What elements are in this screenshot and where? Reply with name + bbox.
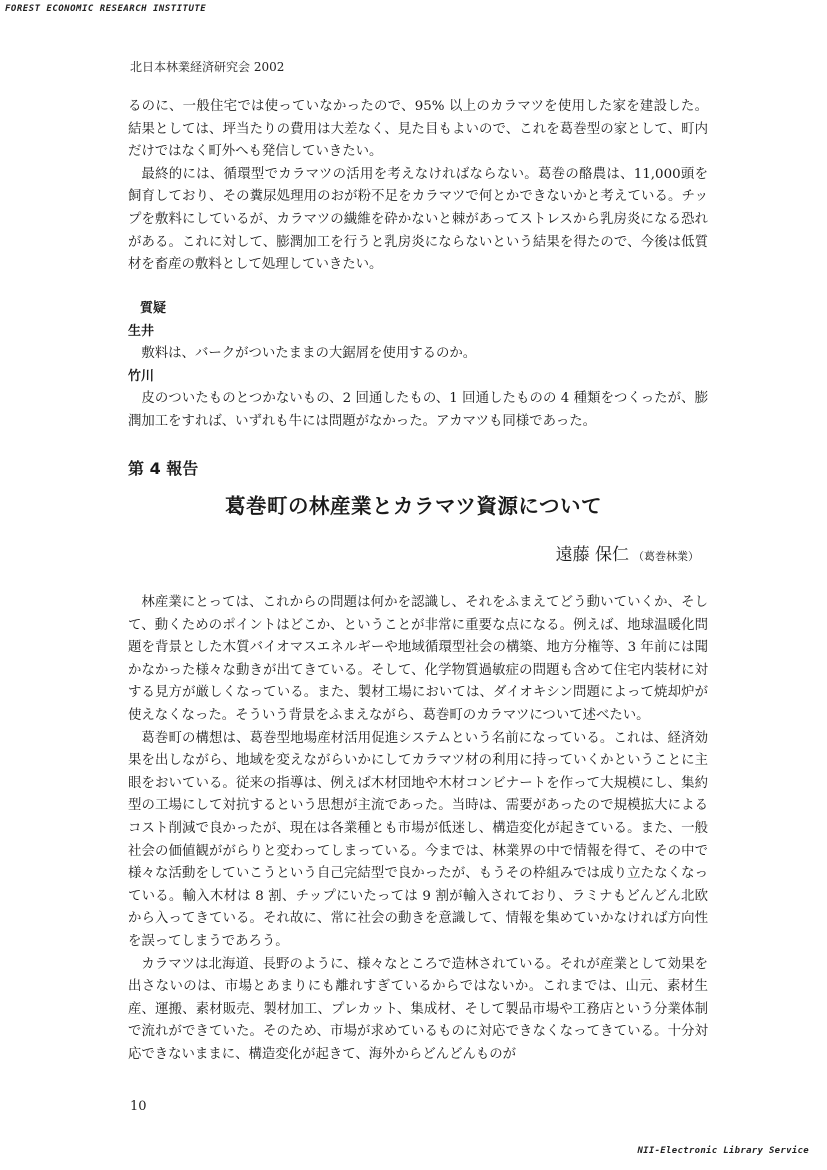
- question-speaker: 生井: [128, 323, 155, 339]
- answer-text: 皮のついたものとつかないもの、2 回通したもの、1 回通したものの 4 種類をつくったが、膨潤加工をすれば、いずれも牛には問題がなかった。アカマツも同様であった。: [128, 391, 708, 429]
- paragraph: 最終的には、循環型でカラマツの活用を考えなければならない。葛巻の酪農は、11,000頭を飼育しており、その糞尿処理用のおが粉不足をカラマツで何とかできないかと考えている。チップを敷料にしているが、カラマツの繊維を砕かないと棘があってストレスから乳房炎になる恐れがある。これに対して、膨潤加工を行うと乳房炎にならないという結果を得たので、今後は低質材を畜産の敷料として処理していきたい。: [128, 166, 708, 273]
- author-name: 遠藤 保仁: [555, 545, 629, 565]
- author-affiliation: （葛巻林業）: [633, 550, 699, 563]
- footer-service: NII-Electronic Library Service: [637, 1146, 809, 1156]
- paragraph: 林産業にとっては、これからの問題は何かを認識し、それをふまえてどう動いていくか、そして、動くためのポイントはどこか、ということが非常に重要な点になる。例えば、地球温暖化問題を背景とした木質バイオマスエネルギーや地域循環型社会の構築、地方分権等、3 年前には聞かなかった様々な動きが出てきている。そして、化学物質過敏症の問題も含めて住宅内装材に対する見方が厳しくなっている。また、製材工場においては、ダイオキシン問題によって焼却炉が使えなくなった。そういう背景をふまえながら、葛巻町のカラマツについて述べたい。: [128, 595, 708, 723]
- running-header: 北日本林業経済研究会 2002: [130, 60, 285, 74]
- paragraph: 葛巻町の構想は、葛巻型地場産材活用促進システムという名前になっている。これは、経済効果を出しながら、地域を変えながらいかにしてカラマツ材の利用に持っていくかということに主眼をおいている。従来の指導は、例えば木材団地や木材コンビナートを作って大規模にし、集約型の工場にして対抗するという思想が主流であった。当時は、需要があったので規模拡大によるコスト削減で良かったが、現在は各業種とも市場が低迷し、構造変化が起きている。また、一般社会の価値観ががらりと変わってしまっている。今までは、林業界の中で情報を得て、その中で様々な活動をしていこうという自己完結型で良かったが、もうその枠組みでは成り立たなくなっている。輸入木材は 8 割、チップにいたっては 9 割が輸入されており、ラミナもどんどん北欧から入ってきている。それ故に、常に社会の動きを意識して、情報を集めていかなければ方向性を誤ってしまうであろう。: [128, 730, 708, 949]
- author-line: [556, 540, 699, 565]
- page-number: 10: [130, 1099, 147, 1114]
- question-text: 敷料は、バークがついたままの大鋸屑を使用するのか。: [141, 346, 477, 362]
- report-title: 葛巻町の林産業とカラマツ資源について: [225, 494, 602, 518]
- qa-title: 質疑: [140, 301, 167, 316]
- report-label: 第 4 報告: [128, 459, 199, 478]
- paragraph: カラマツは北海道、長野のように、様々なところで造林されている。それが産業として効果を出さないのは、市場とあまりにも離れすぎているからではないか。これまでは、山元、素材生産、運搬、素材販売、製材加工、プレカット、集成材、そして製品市場や工務店という分業体制で流れができていた。そのため、市場が求めているものに対応できなくなってきている。十分対応できないままに、構造変化が起きて、海外からどんどんものが: [128, 956, 708, 1062]
- section-previous-report: [128, 96, 708, 277]
- qa-section: [128, 298, 708, 434]
- answer-speaker: 竹川: [128, 368, 155, 384]
- institute-header: FOREST ECONOMIC RESEARCH INSTITUTE: [5, 4, 207, 14]
- paragraph: るのに、一般住宅では使っていなかったので、95% 以上のカラマツを使用した家を建設した。結果としては、坪当たりの費用は大差なく、見た目もよいので、これを葛巻型の家として、町内だけではなく町外へも発信していきたい。: [128, 99, 708, 160]
- report-body: [128, 592, 708, 1066]
